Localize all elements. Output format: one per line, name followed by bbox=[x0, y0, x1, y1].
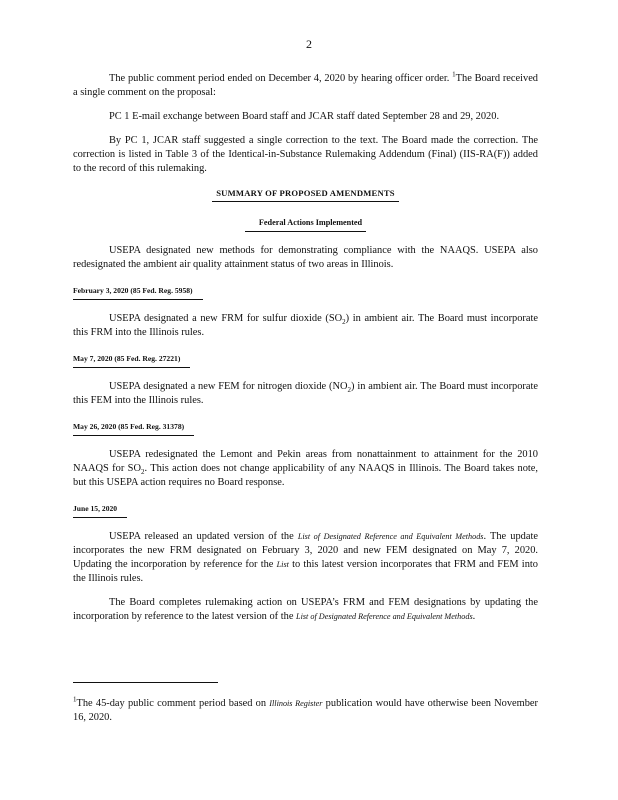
federal-register-ref-1: February 3, 2020 (85 Fed. Reg. 5958) bbox=[73, 284, 203, 300]
no2-fem-paragraph bbox=[73, 380, 538, 408]
federal-register-ref-4: June 15, 2020 bbox=[73, 502, 127, 518]
final-paragraph bbox=[73, 596, 538, 624]
footnote-text-a: The 45-day public comment period based on bbox=[76, 698, 270, 709]
no2-text-a: USEPA designated a new FEM for nitrogen dioxide (NO bbox=[109, 381, 348, 392]
federal-register-ref-2: May 7, 2020 (85 Fed. Reg. 27221) bbox=[73, 352, 190, 368]
footnote-mark: 1 bbox=[73, 695, 77, 704]
footnote bbox=[73, 697, 538, 725]
lemont-text-a: USEPA redesignated the Lemont and Pekin areas from nonattainment to attainment for the 2010 NAAQS for SO bbox=[73, 449, 538, 474]
footnote-publication-italic: Illinois Register bbox=[269, 699, 323, 708]
comment-period-text: The public comment period ended on December 4, 2020 by hearing officer order. bbox=[109, 73, 453, 84]
so2-text-a: USEPA designated a new FRM for sulfur dioxide (SO bbox=[109, 313, 343, 324]
list-text-b: . The update incorporates the new FRM designated on February 3, 2020 and new FEM designated on May 7, 2020. Updating the incorporation by reference for the bbox=[73, 531, 538, 570]
so2-subscript: 2 bbox=[342, 318, 346, 327]
lemont-subscript: 2 bbox=[140, 468, 145, 477]
final-text-b: . bbox=[472, 611, 476, 622]
section-heading: SUMMARY OF PROPOSED AMENDMENTS bbox=[212, 186, 399, 202]
comment-received-text: The Board received a single comment on the proposal: bbox=[73, 73, 538, 98]
footnote-text-b: publication would have otherwise been November 16, 2020. bbox=[73, 698, 538, 723]
page-number: 2 bbox=[306, 37, 312, 51]
footnote-separator bbox=[73, 682, 218, 683]
intro-paragraph: USEPA designated new methods for demonstrating compliance with the NAAQS. USEPA also redesignated the ambient air quality attainment status of two areas in Illinois. bbox=[73, 245, 538, 270]
footnote-reference: 1 bbox=[452, 70, 456, 79]
no2-subscript: 2 bbox=[347, 386, 351, 395]
list-title-italic: List of Designated Reference and Equivalent Methods bbox=[297, 532, 484, 541]
final-title-italic: List of Designated Reference and Equivalent Methods bbox=[296, 612, 473, 621]
document-body bbox=[73, 72, 538, 634]
section-subheading: Federal Actions Implemented bbox=[245, 216, 366, 232]
correction-paragraph: By PC 1, JCAR staff suggested a single correction to the text. The Board made the correction. The correction is listed in Table 3 of the Identical-in-Substance Rulemaking Addendum (Final) (IIS-RA(F)) added to the record of this rulemaking. bbox=[73, 135, 538, 174]
so2-frm-paragraph bbox=[73, 312, 538, 340]
lemont-pekin-paragraph bbox=[73, 448, 538, 490]
list-text-a: USEPA released an updated version of the bbox=[109, 531, 298, 542]
lemont-text-b: . This action does not change applicability of any NAAQS in Illinois. The Board takes note, but this USEPA action requires no Board response. bbox=[73, 463, 538, 488]
federal-register-ref-3: May 26, 2020 (85 Fed. Reg. 31378) bbox=[73, 420, 194, 436]
list-text-c: to this latest version incorporates that FRM and FEM into the Illinois rules. bbox=[73, 559, 538, 584]
pc1-paragraph: PC 1 E-mail exchange between Board staff and JCAR staff dated September 28 and 29, 2020. bbox=[109, 111, 500, 122]
so2-text-b: ) in ambient air. The Board must incorporate this FRM into the Illinois rules. bbox=[73, 313, 538, 338]
no2-text-b: ) in ambient air. The Board must incorporate this FEM into the Illinois rules. bbox=[73, 381, 539, 406]
list-word-italic: List bbox=[276, 560, 289, 569]
comment-period-paragraph bbox=[73, 72, 538, 100]
final-text-a: The Board completes rulemaking action on USEPA’s FRM and FEM designations by updating the incorporation by reference to the latest version of the bbox=[73, 597, 538, 622]
list-update-paragraph bbox=[73, 530, 538, 586]
